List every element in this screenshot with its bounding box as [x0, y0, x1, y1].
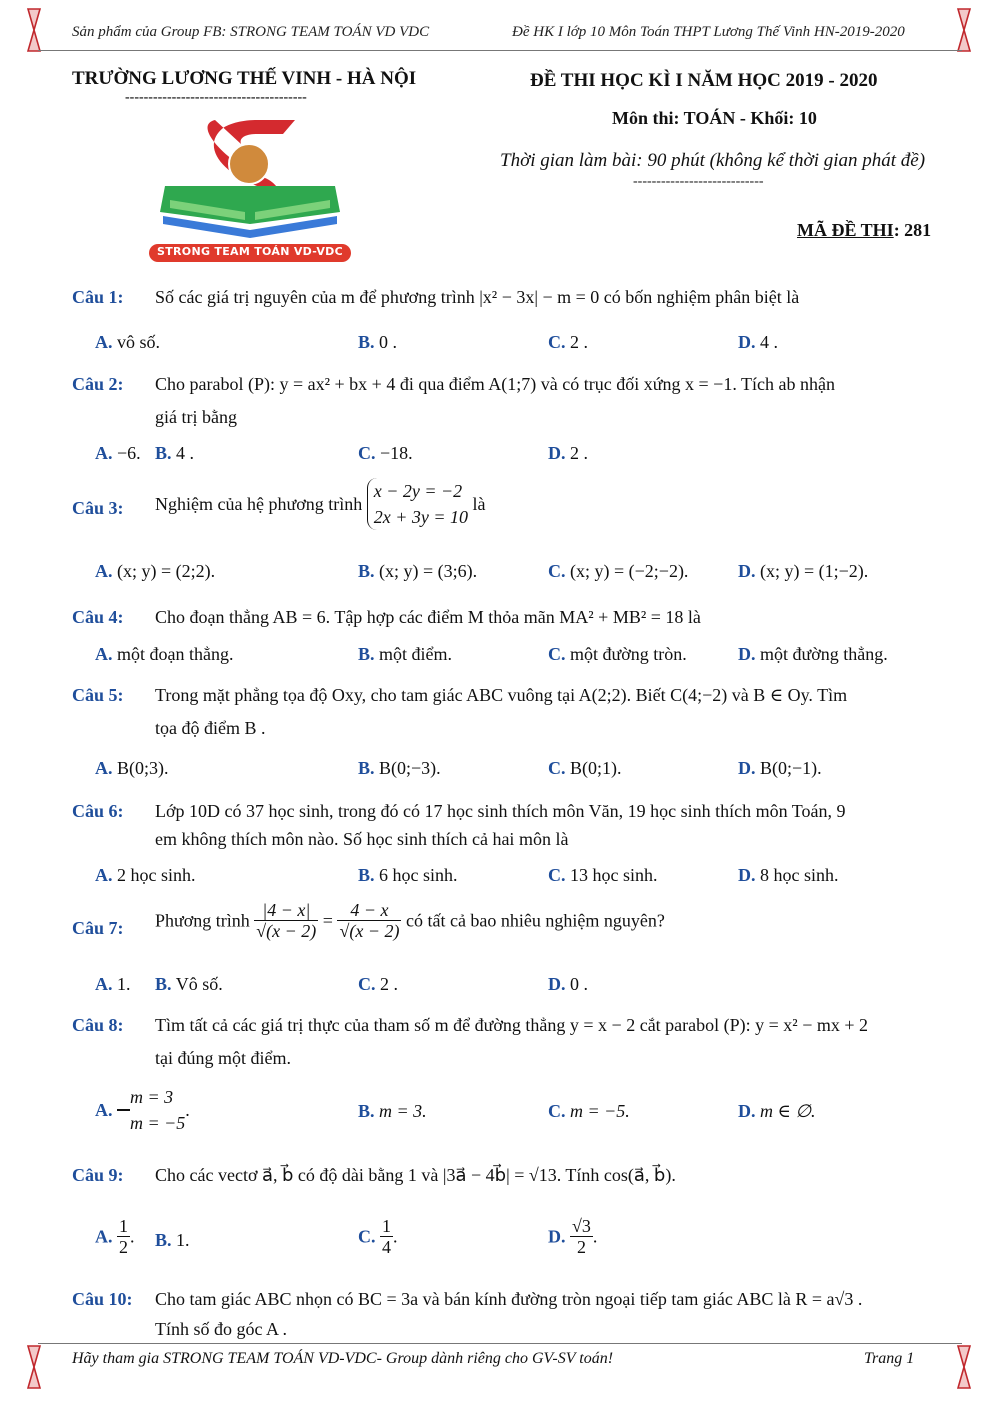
- question-text: Trong mặt phẳng tọa độ Oxy, cho tam giác ABC vuông tại A(2;2). Biết C(4;−2) và B ∈ Oy. Tìm: [155, 685, 848, 705]
- answer-c: C. B(0;1).: [548, 758, 622, 778]
- answer-a: A. một đoạn thẳng.: [95, 644, 234, 664]
- question-label: Câu 9:: [72, 1165, 124, 1185]
- question-text: Tìm tất cả các giá trị thực của tham số m để đường thẳng y = x − 2 cắt parabol (P): y = x² − mx + 2: [155, 1015, 869, 1035]
- answer-d: D. một đường thẳng.: [738, 644, 888, 664]
- answer-b: B. 4 .: [155, 443, 195, 463]
- header-right: Đề HK I lớp 10 Môn Toán THPT Lương Thế Vinh HN-2019-2020: [512, 24, 905, 40]
- school-underline: ---------------------------------------: [125, 90, 307, 105]
- answer-a: A. 2 học sinh.: [95, 865, 196, 885]
- footer-rule: [38, 1343, 962, 1344]
- exam-code-label: MÃ ĐỀ THI: [797, 220, 894, 240]
- fraction: $\frac{1}{4}$: [382, 1216, 391, 1257]
- exam-dashes: ----------------------------: [633, 174, 764, 189]
- question-label: Câu 7:: [72, 918, 124, 938]
- answer-c: C. 13 học sinh.: [548, 865, 658, 885]
- hourglass-icon: [27, 8, 41, 52]
- header-left: Sản phẩm của Group FB: STRONG TEAM TOÁN VD VDC: [72, 24, 430, 40]
- team-logo: [145, 112, 355, 264]
- answer-c: C. 2 .: [358, 974, 398, 994]
- answer-a: A. vô số.: [95, 332, 161, 352]
- answer-d: D. B(0;−1).: [738, 758, 822, 778]
- question-label: Câu 5:: [72, 685, 124, 705]
- hourglass-icon: [957, 8, 971, 52]
- fraction: $\frac{4 - x}{√(x - 2)}$: [339, 900, 400, 941]
- question-label: Câu 10:: [72, 1289, 133, 1309]
- answer-d: D. $\frac{√3}{2}$ .: [548, 1216, 598, 1257]
- answer-b: B. một điểm.: [358, 644, 453, 664]
- question-text: Nghiệm của hệ phương trình x − 2y = −2 2x + 3y = 10 là: [155, 478, 965, 530]
- answer-a: A. −6.: [95, 443, 141, 463]
- question-label: Câu 2:: [72, 374, 124, 394]
- question-text: Số các giá trị nguyên của m để phương trình |x² − 3x| − m = 0 có bốn nghiệm phân biệt là: [155, 287, 800, 307]
- exam-time: Thời gian làm bài: 90 phút (không kể thời gian phát đề): [500, 150, 926, 171]
- answer-b: B. (x; y) = (3;6).: [358, 561, 478, 581]
- answer-c: C. $\frac{1}{4}$ .: [358, 1216, 398, 1257]
- logo-text: STRONG TEAM TOÁN VD-VDC: [157, 245, 343, 258]
- question-text: Phương trình $\frac{|4 - x|}{√(x - 2)}$ = $\frac{4 - x}{√(x - 2)}$ có tất cả bao nhiêu nghiệm nguyên?: [155, 900, 665, 941]
- question-text: Cho đoạn thẳng AB = 6. Tập hợp các điểm M thỏa mãn MA² + MB² = 18 là: [155, 607, 701, 627]
- question-label: Câu 1:: [72, 287, 124, 307]
- question-text-cont: em không thích môn nào. Số học sinh thích cả hai môn là: [155, 829, 569, 849]
- answer-c: C. (x; y) = (−2;−2).: [548, 561, 689, 581]
- header-rule: [38, 50, 962, 51]
- answer-b: B. Vô số.: [155, 974, 223, 994]
- exam-code: [797, 220, 931, 241]
- hourglass-icon: [27, 1345, 41, 1389]
- answer-b: B. m = 3.: [358, 1101, 427, 1121]
- school-name: TRƯỜNG LƯƠNG THẾ VINH - HÀ NỘI: [72, 68, 417, 89]
- fraction: $\frac{|4 - x|}{√(x - 2)}$: [256, 900, 317, 941]
- answer-d: D. 4 .: [738, 332, 778, 352]
- exam-subject: Môn thi: TOÁN - Khối: 10: [612, 108, 817, 128]
- equation-system: x − 2y = −2 2x + 3y = 10: [367, 478, 468, 530]
- answer-d: D. m ∈ ∅.: [738, 1101, 816, 1121]
- question-text-cont: giá trị bằng: [155, 407, 237, 427]
- answer-a: A. (x; y) = (2;2).: [95, 561, 216, 581]
- question-label: Câu 3:: [72, 498, 124, 518]
- question-label: Câu 8:: [72, 1015, 124, 1035]
- question-text: Cho parabol (P): y = ax² + bx + 4 đi qua điểm A(1;7) và có trục đối xứng x = −1. Tích ab nhận: [155, 374, 835, 394]
- answer-c: C. −18.: [358, 443, 413, 463]
- question-text: Cho tam giác ABC nhọn có BC = 3a và bán kính đường tròn ngoại tiếp tam giác ABC là R = a√3 .: [155, 1289, 863, 1309]
- answer-d: D. (x; y) = (1;−2).: [738, 561, 869, 581]
- fraction: $\frac{1}{2}$: [119, 1216, 128, 1257]
- question-text: Cho các vectơ a⃗, b⃗ có độ dài bằng 1 và |3a⃗ − 4b⃗| = √13. Tính cos(a⃗, b⃗).: [155, 1165, 676, 1185]
- exam-code-value: : 281: [893, 220, 932, 240]
- answer-d: D. 8 học sinh.: [738, 865, 839, 885]
- answer-b: B. 1.: [155, 1230, 190, 1250]
- exam-title: ĐỀ THI HỌC KÌ I NĂM HỌC 2019 - 2020: [530, 70, 878, 91]
- answer-c: C. một đường tròn.: [548, 644, 687, 664]
- question-text-cont: tọa độ điểm B .: [155, 718, 266, 738]
- answer-c: C. m = −5.: [548, 1101, 630, 1121]
- question-label: Câu 4:: [72, 607, 124, 627]
- page-number: Trang 1: [864, 1350, 915, 1367]
- answer-c: C. 2 .: [548, 332, 588, 352]
- answer-a: A. $\frac{1}{2}$ .: [95, 1216, 135, 1257]
- answer-b: B. 6 học sinh.: [358, 865, 458, 885]
- question-text-cont: tại đúng một điểm.: [155, 1048, 291, 1068]
- answer-a: A. m = 3 m = −5 .: [95, 1087, 190, 1133]
- answer-a: A. 1.: [95, 974, 131, 994]
- answer-d: D. 0 .: [548, 974, 588, 994]
- answer-a: A. B(0;3).: [95, 758, 169, 778]
- fraction: $\frac{√3}{2}$: [572, 1216, 591, 1257]
- question-text-cont: Tính số đo góc A .: [155, 1319, 288, 1339]
- answer-b: B. 0 .: [358, 332, 398, 352]
- question-text: Lớp 10D có 37 học sinh, trong đó có 17 học sinh thích môn Văn, 19 học sinh thích môn Toán, 9: [155, 801, 846, 821]
- answer-d: D. 2 .: [548, 443, 588, 463]
- footer-left: Hãy tham gia STRONG TEAM TOÁN VD-VDC- Group dành riêng cho GV-SV toán!: [72, 1350, 614, 1367]
- answer-b: B. B(0;−3).: [358, 758, 441, 778]
- question-label: Câu 6:: [72, 801, 124, 821]
- hourglass-icon: [957, 1345, 971, 1389]
